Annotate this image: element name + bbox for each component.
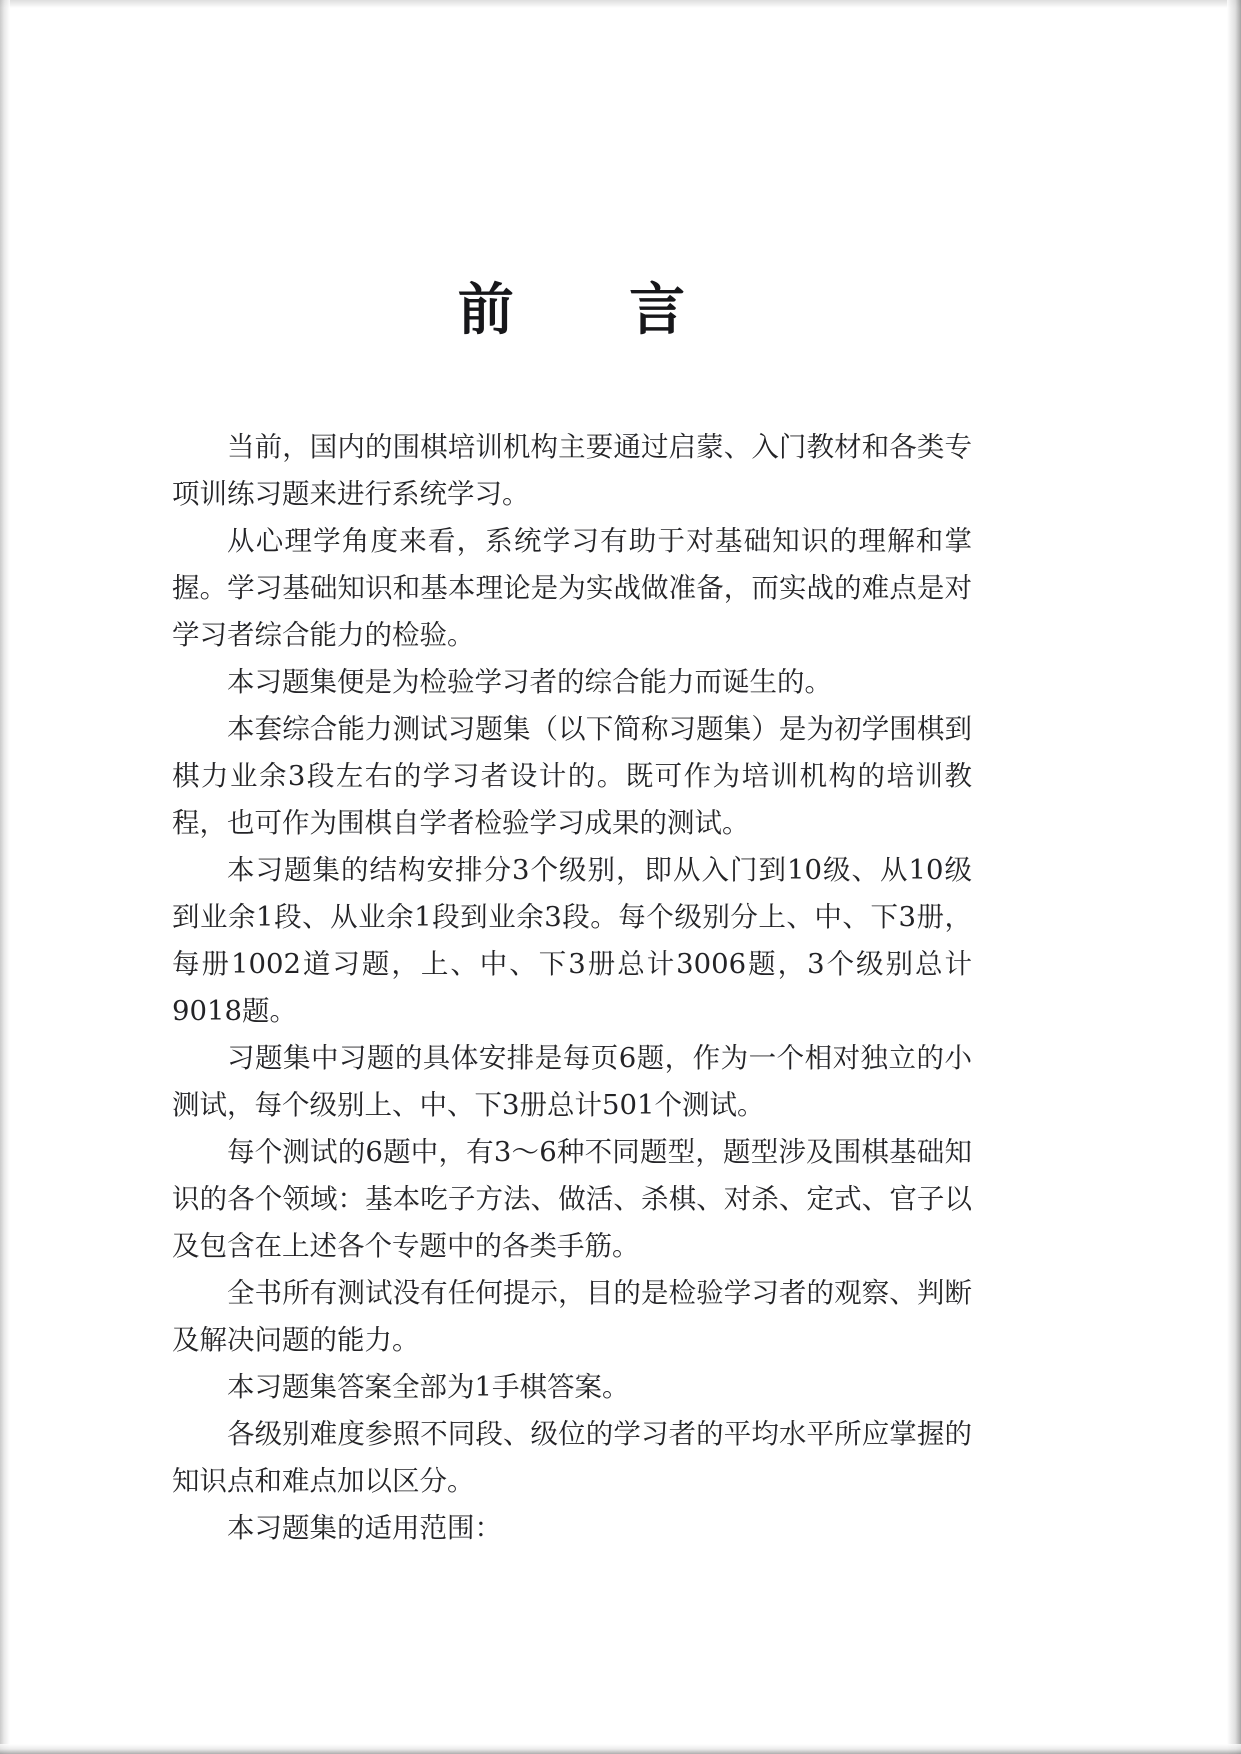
paragraph: 本套综合能力测试习题集（以下简称习题集）是为初学围棋到棋力业余3段左右的学习者设计的。既可作为培训机构的培训教程，也可作为围棋自学者检验学习成果的测试。	[172, 712, 972, 839]
paragraph: 全书所有测试没有任何提示，目的是检验学习者的观察、判断及解决问题的能力。	[172, 1276, 972, 1356]
paragraph: 本习题集答案全部为1手棋答案。	[227, 1370, 630, 1403]
paragraph: 从心理学角度来看，系统学习有助于对基础知识的理解和掌握。学习基础知识和基本理论是为实战做准备，而实战的难点是对学习者综合能力的检验。	[172, 524, 972, 651]
page-title: 前 言	[457, 278, 687, 343]
paragraph: 本习题集便是为检验学习者的综合能力而诞生的。	[227, 665, 832, 698]
preface-body	[172, 424, 972, 1552]
paragraph: 习题集中习题的具体安排是每页6题，作为一个相对独立的小测试，每个级别上、中、下3册总计501个测试。	[172, 1041, 972, 1121]
paragraph: 当前，国内的围棋培训机构主要通过启蒙、入门教材和各类专项训练习题来进行系统学习。	[172, 430, 972, 510]
page-content	[172, 280, 972, 1552]
scan-edge-left	[0, 0, 10, 1754]
paragraph: 每个测试的6题中，有3～6种不同题型，题型涉及围棋基础知识的各个领域：基本吃子方法、做活、杀棋、对杀、定式、官子以及包含在上述各个专题中的各类手筋。	[172, 1135, 972, 1262]
paragraph: 本习题集的结构安排分3个级别，即从入门到10级、从10级到业余1段、从业余1段到业余3段。每个级别分上、中、下3册，每册1002道习题，上、中、下3册总计3006题，3个级别总计9018题。	[172, 853, 972, 1027]
scan-edge-top	[0, 0, 1241, 8]
paragraph: 各级别难度参照不同段、级位的学习者的平均水平所应掌握的知识点和难点加以区分。	[172, 1417, 972, 1497]
paragraph: 本习题集的适用范围：	[227, 1511, 502, 1544]
scan-edge-bottom	[0, 1744, 1241, 1754]
scan-edge-right	[1227, 0, 1241, 1754]
